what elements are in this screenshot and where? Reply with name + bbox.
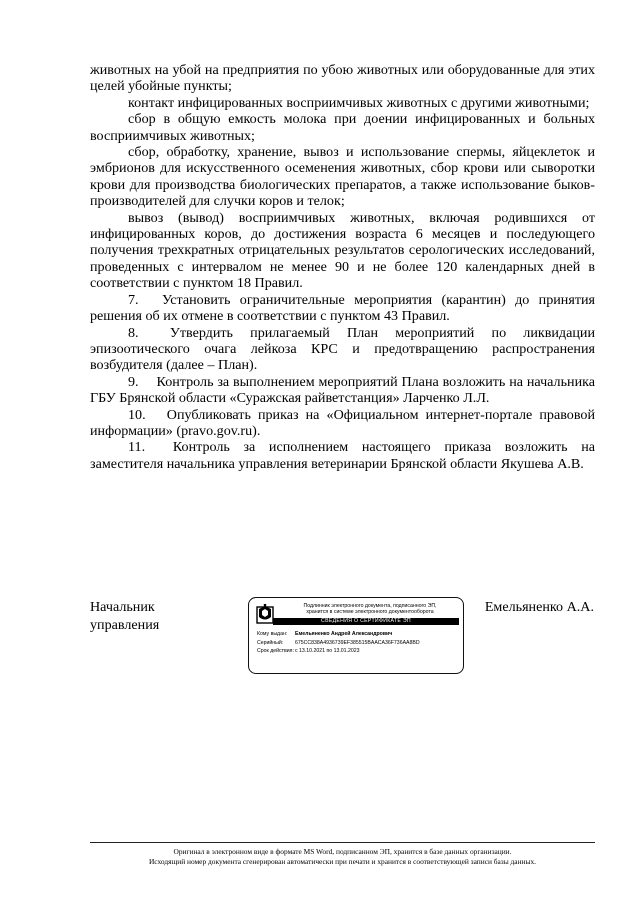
electronic-signature-stamp xyxy=(248,597,464,674)
stamp-header-line1: Подлинник электронного документа, подписанного ЭП, xyxy=(303,603,437,609)
signature-position-line2: управления xyxy=(90,617,160,633)
footer-line1: Оригинал в электронном виде в формате MS Word, подписанном ЭП, хранится в базе данных организации. xyxy=(173,847,512,856)
footer-divider xyxy=(90,842,595,843)
stamp-certificate-title: СВЕДЕНИЯ О СЕРТИФИКАТЕ ЭП xyxy=(273,618,459,625)
validity-value: с 13.10.2021 по 13.01.2023 xyxy=(295,648,360,655)
page-footer xyxy=(90,847,595,867)
body-paragraph: 7. Установить ограничительные мероприятия (карантин) до принятия решения об их отмене в соответствии с пунктом 43 Правил. xyxy=(90,291,595,325)
body-paragraph: 10. Опубликовать приказ на «Официальном интернет-портале правовой информации» (pravo.gov.ru). xyxy=(90,406,595,439)
stamp-header xyxy=(280,603,460,615)
body-paragraph: сбор в общую емкость молока при доении инфицированных и больных восприимчивых животных; xyxy=(90,111,595,144)
stamp-row-validity xyxy=(257,647,461,656)
body-paragraph: 11. Контроль за исполнением настоящего приказа возложить на заместителя начальника управления ветеринарии Брянской области Якушева А.В. xyxy=(90,439,595,472)
signature-name: Емельяненко А.А. xyxy=(484,599,594,615)
body-paragraph: 9. Контроль за выполнением мероприятий Плана возложить на начальника ГБУ Брянской области «Суражская райветстанция» Ларченко Л.Л. xyxy=(90,373,595,407)
body-paragraph: вывоз (вывод) восприимчивых животных, включая родившихся от инфицированных коров, до достижения возраста 6 месяцев и последующего получения трехкратных отрицательных результатов серологических исследований, проведенных с интервалом не менее 90 и не более 120 календарных дней в соответствии с пунктом 18 Правил. xyxy=(90,209,595,292)
issued-to-value: Емельяненко Андрей Александрович xyxy=(295,631,393,637)
serial-value: 675CC838A4936739EF385515BAACA36F736AA8BD xyxy=(295,639,420,646)
body-paragraph: контакт инфицированных восприимчивых животных с другими животными; xyxy=(128,94,590,111)
stamp-row-issued-to xyxy=(257,630,461,639)
issued-to-label: Кому выдан: xyxy=(257,631,288,637)
body-paragraph: сбор, обработку, хранение, вывоз и использование спермы, яйцеклеток и эмбрионов для искусственного осеменения животных, сбор крови или сыворотки крови для производства биологических препаратов, а также использование быков-производителей для случки коров и телок; xyxy=(90,144,595,210)
coat-of-arms-icon xyxy=(255,603,275,625)
stamp-header-line2: хранится в системе электронного документооборота xyxy=(306,609,434,616)
footer-line2: Исходящий номер документа сгенерирован автоматически при печати и хранится в соответствующей записи базы данных. xyxy=(148,857,537,866)
validity-label: Срок действия: xyxy=(257,648,294,655)
stamp-certificate-details xyxy=(257,630,461,656)
signature-position xyxy=(90,598,159,634)
serial-label: Серийный: xyxy=(257,639,284,646)
document-body xyxy=(90,62,595,472)
stamp-row-serial xyxy=(257,639,461,648)
body-paragraph: животных на убой на предприятия по убою животных или оборудованные для этих целей убойные пункты; xyxy=(90,62,595,95)
body-paragraph: 8. Утвердить прилагаемый План мероприятий по ликвидации эпизоотического очага лейкоза КРС и предотвращению распространения возбудителя (далее – План). xyxy=(90,324,595,374)
signature-position-line1: Начальник xyxy=(90,599,155,615)
